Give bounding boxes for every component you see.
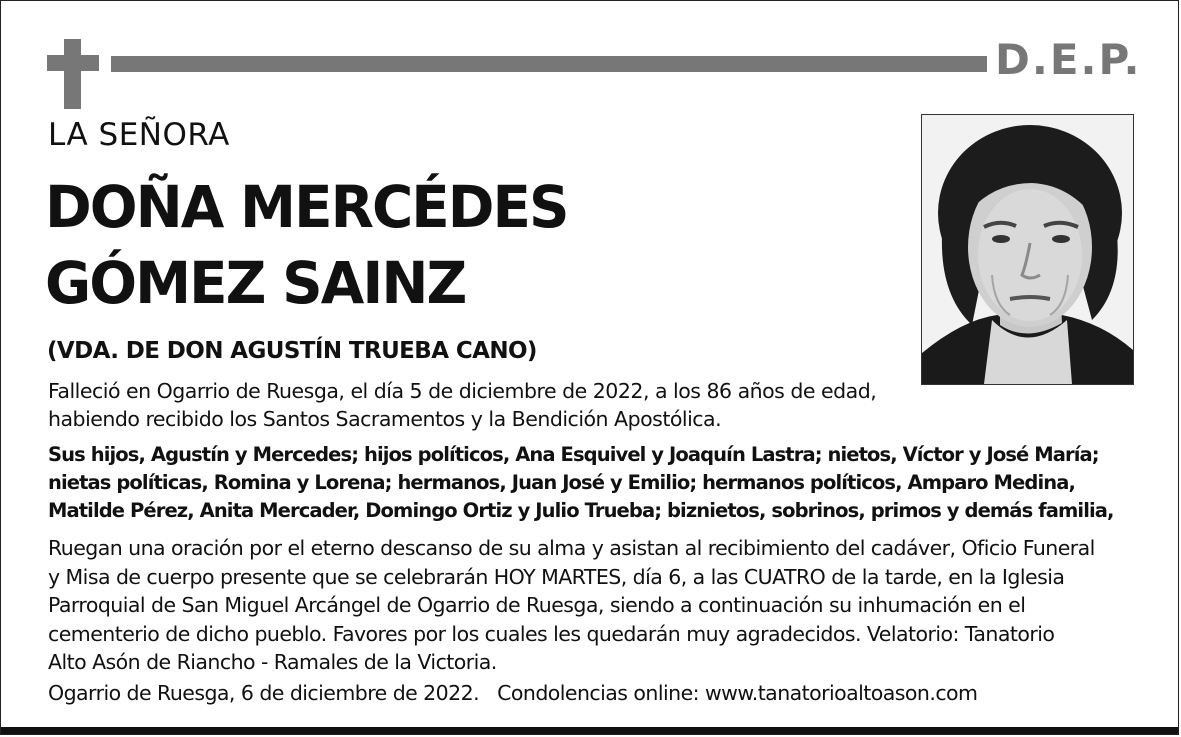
text-line: Matilde Pérez, Anita Mercader, Domingo Ortiz y Julio Trueba; biznietos, sobrinos, primos y demás familia,: [48, 499, 1114, 522]
header-rule: [111, 56, 987, 72]
text-line: Sus hijos, Agustín y Mercedes; hijos políticos, Ana Esquivel y Joaquín Lastra; nietos, Víctor y José María;: [48, 443, 1099, 466]
cross-icon: [47, 39, 99, 109]
dep-label: D.E.P.: [995, 35, 1142, 84]
funeral-details: [48, 534, 1095, 677]
honorific-prefix: LA SEÑORA: [48, 117, 230, 153]
name-line: GÓMEZ SAINZ: [45, 249, 466, 317]
text-line: Falleció en Ogarrio de Ruesga, el día 5 de diciembre de 2022, a los 86 años de edad,: [48, 379, 877, 403]
family-list: [48, 441, 1114, 525]
name-line: DOÑA MERCÉDES: [45, 173, 568, 241]
text-line: Alto Asón de Riancho - Ramales de la Victoria.: [48, 650, 497, 674]
text-line: Parroquial de San Miguel Arcángel de Ogarrio de Ruesga, siendo a continuación su inhumación en el: [48, 593, 1026, 617]
portrait-photo: [921, 114, 1134, 385]
portrait-image: [922, 115, 1133, 384]
closing-line: [48, 681, 977, 705]
text-line: nietas políticas, Romina y Lorena; hermanos, Juan José y Emilio; hermanos políticos, Amparo Medina,: [48, 471, 1075, 494]
text-line: Ruegan una oración por el eterno descanso de su alma y asistan al recibimiento del cadáver, Oficio Funeral: [48, 536, 1095, 560]
text-line: y Misa de cuerpo presente que se celebrarán HOY MARTES, día 6, a las CUATRO de la tarde, en la Iglesia: [48, 564, 1065, 589]
text-line: habiendo recibido los Santos Sacramentos y la Bendición Apostólica.: [48, 407, 722, 431]
widow-of: (VDA. DE DON AGUSTÍN TRUEBA CANO): [47, 338, 537, 364]
condolences-link[interactable]: Condolencias online: www.tanatorioaltoason.com: [497, 681, 978, 705]
text-line: cementerio de dicho pueblo. Favores por los cuales les quedarán muy agradecidos. Velatorio: Tanatorio: [48, 621, 1055, 646]
place-date: Ogarrio de Ruesga, 6 de diciembre de 2022.: [48, 681, 480, 705]
deceased-name: [45, 169, 568, 321]
death-details: [48, 377, 876, 433]
